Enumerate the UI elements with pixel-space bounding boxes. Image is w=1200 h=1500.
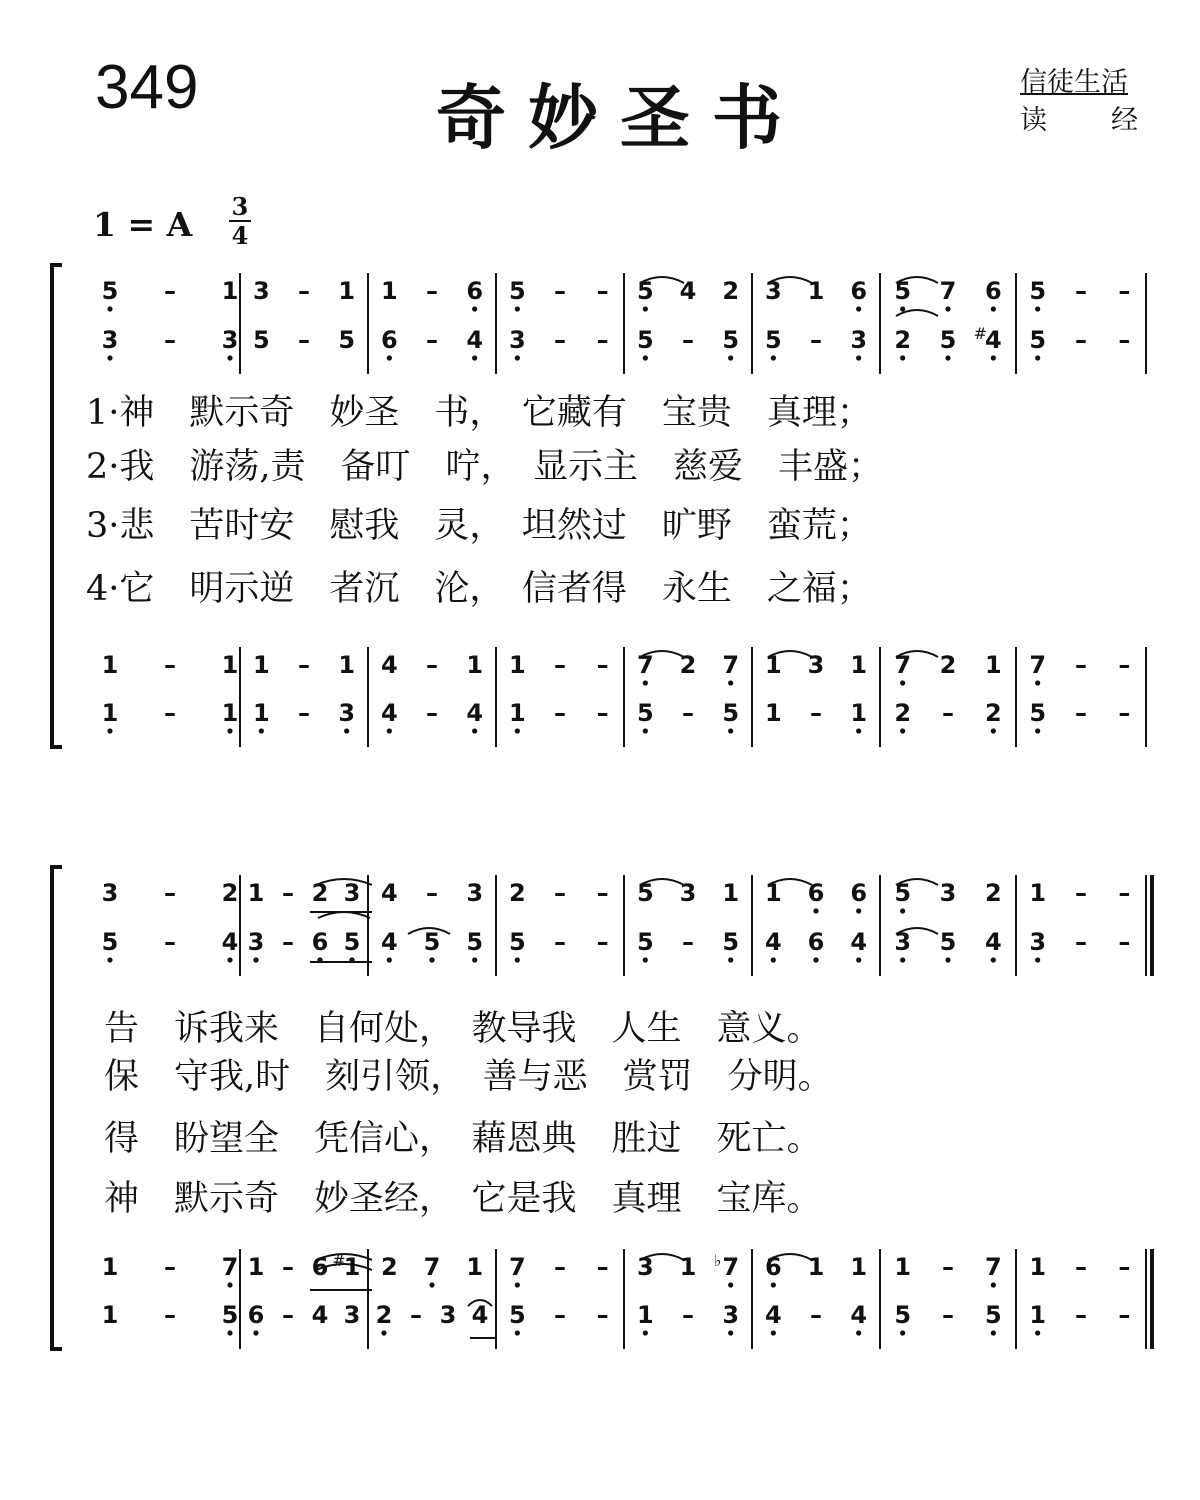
low-octave-dot [227,1330,232,1335]
accidental-sign: # [973,324,988,343]
dash-extension: – [554,1301,566,1329]
dash-extension: – [554,1253,566,1281]
low-octave-dot [387,355,392,360]
note-digit: 3 [939,879,957,907]
note-digit: 5 [636,326,654,354]
note-digit: 2 [984,699,1002,727]
low-octave-dot [227,728,232,733]
subcategory-char-2: 经 [1111,105,1138,136]
low-octave-dot [991,728,996,733]
system-2-lyric-verse-3: 得 盼望全 凭信心， 藉恩典 胜过 死亡。 [104,1119,822,1159]
dash-extension: – [298,699,310,727]
time-signature-top: 3 [231,192,249,221]
low-octave-dot [945,355,950,360]
low-octave-dot [515,1282,520,1287]
note-digit: 1 [850,651,868,679]
note-digit: 2 [939,651,957,679]
note-digit: 3 [252,277,270,305]
note-digit: 1 [101,1301,119,1329]
note-digit: 5 [1029,326,1047,354]
note-digit: 1 [252,699,270,727]
low-octave-dot [643,306,648,311]
dash-extension: – [298,277,310,305]
note-digit: 5 [1029,699,1047,727]
low-octave-dot [227,957,232,962]
low-octave-dot [900,1330,905,1335]
note-digit: 6 [764,1253,782,1281]
note-digit: 1 [466,1253,484,1281]
dash-extension: – [1075,699,1087,727]
dash-extension: – [554,879,566,907]
low-octave-dot [728,355,733,360]
note-digit: 2 [508,879,526,907]
note-digit: 4 [221,928,239,956]
note-digit: 6 [380,326,398,354]
dash-extension: – [554,326,566,354]
low-octave-dot [472,355,477,360]
note-digit: 7 [221,1253,239,1281]
low-octave-dot [813,908,818,913]
note-digit: 1 [850,1253,868,1281]
dash-extension: – [554,699,566,727]
low-octave-dot [1035,306,1040,311]
note-digit: 5 [508,1301,526,1329]
note-digit: 1 [1029,879,1047,907]
note-digit: 7 [722,1253,740,1281]
dash-extension: – [596,326,609,354]
low-octave-dot [856,1330,861,1335]
note-digit: 1 [984,651,1002,679]
note-digit: 1 [101,651,119,679]
note-digit: 5 [508,928,526,956]
note-digit: 5 [894,879,912,907]
dash-extension: – [1075,1301,1087,1329]
note-digit: 4 [466,699,484,727]
dash-extension: – [164,651,176,679]
note-digit: 5 [636,699,654,727]
dash-extension: – [596,651,609,679]
note-digit: 4 [984,326,1002,354]
note-digit: 5 [508,277,526,305]
note-digit: 1 [338,277,356,305]
note-digit: 3 [466,879,484,907]
low-octave-dot [991,957,996,962]
dash-extension: – [682,699,694,727]
low-octave-dot [900,680,905,685]
note-digit: 4 [311,1301,329,1329]
dash-extension: – [554,651,566,679]
low-octave-dot [728,957,733,962]
note-digit: 3 [764,277,782,305]
low-octave-dot [856,957,861,962]
note-digit: 4 [380,699,398,727]
low-octave-dot [344,728,349,733]
note-digit: 4 [380,928,398,956]
low-octave-dot [387,957,392,962]
note-digit: 5 [636,928,654,956]
note-digit: 2 [679,651,697,679]
low-octave-dot [107,728,112,733]
note-digit: 3 [221,326,239,354]
note-digit: 3 [101,879,119,907]
dash-extension: – [1075,928,1087,956]
low-octave-dot [107,355,112,360]
note-digit: 3 [807,651,825,679]
dash-extension: – [1118,1301,1131,1329]
dash-extension: – [1118,879,1131,907]
note-digit: 5 [221,1301,239,1329]
dash-extension: – [282,879,294,907]
low-octave-dot [515,1330,520,1335]
note-digit: 1 [221,699,239,727]
low-octave-dot [728,1330,733,1335]
note-digit: 1 [247,1253,265,1281]
low-octave-dot [643,355,648,360]
note-digit: 5 [636,879,654,907]
system-1-lyric-verse-4: 4·它 明示逆 者沉 沦， 信者得 永生 之福； [86,569,872,609]
dash-extension: – [1075,1253,1087,1281]
note-digit: 3 [338,699,356,727]
system-1-lyric-verse-2: 2·我 游荡,责 备叮 咛， 显示主 慈爱 丰盛； [86,447,884,487]
note-digit: 3 [439,1301,457,1329]
dash-extension: – [942,1301,954,1329]
note-digit: 1 [807,277,825,305]
dash-extension: – [298,326,310,354]
dash-extension: – [410,1301,422,1329]
note-digit: 1 [343,1253,361,1281]
low-octave-dot [253,1330,258,1335]
note-digit: 7 [894,651,912,679]
note-digit: 1 [679,1253,697,1281]
low-octave-dot [472,728,477,733]
dash-extension: – [426,326,438,354]
note-digit: 7 [636,651,654,679]
note-digit: 5 [722,928,740,956]
low-octave-dot [515,957,520,962]
low-octave-dot [991,355,996,360]
note-digit: 2 [375,1301,393,1329]
dash-extension: – [596,1253,609,1281]
note-digit: 4 [679,277,697,305]
note-digit: 1 [221,277,239,305]
low-octave-dot [991,306,996,311]
note-digit: 1 [338,651,356,679]
low-octave-dot [900,957,905,962]
low-octave-dot [429,1282,434,1287]
note-digit: 5 [101,277,119,305]
note-digit: 6 [311,928,329,956]
low-octave-dot [856,908,861,913]
note-digit: 4 [380,879,398,907]
note-digit: 1 [722,879,740,907]
dash-extension: – [596,879,609,907]
low-octave-dot [856,728,861,733]
low-octave-dot [472,957,477,962]
note-digit: 1 [764,651,782,679]
note-digit: 5 [894,277,912,305]
note-digit: 7 [722,651,740,679]
hymn-number: 349 [95,53,199,122]
note-digit: 3 [679,879,697,907]
note-digit: 3 [101,326,119,354]
low-octave-dot [515,306,520,311]
note-digit: 5 [636,277,654,305]
note-digit: 3 [1029,928,1047,956]
note-digit: 3 [636,1253,654,1281]
note-digit: 2 [380,1253,398,1281]
note-digit: 4 [471,1301,489,1329]
note-digit: 7 [508,1253,526,1281]
note-digit: 6 [850,879,868,907]
note-digit: 1 [252,651,270,679]
low-octave-dot [515,728,520,733]
note-digit: 5 [764,326,782,354]
dash-extension: – [426,699,438,727]
system-2-lyric-verse-4: 神 默示奇 妙圣经， 它是我 真理 宝库。 [104,1179,822,1219]
note-digit: 1 [221,651,239,679]
note-digit: 6 [984,277,1002,305]
low-octave-dot [900,355,905,360]
low-octave-dot [259,728,264,733]
system-1-lyric-verse-3: 3·悲 苦时安 慰我 灵， 坦然过 旷野 蛮荒； [86,506,872,546]
dash-extension: – [164,699,176,727]
note-digit: 5 [894,1301,912,1329]
accidental-sign: ♭ [713,1251,722,1270]
low-octave-dot [381,1330,386,1335]
note-digit: 7 [939,277,957,305]
low-octave-dot [1035,680,1040,685]
dash-extension: – [554,277,566,305]
dash-extension: – [682,1301,694,1329]
system-1-lyric-verse-1: 1·神 默示奇 妙圣 书， 它藏有 宝贵 真理； [86,393,872,433]
note-digit: 1 [247,879,265,907]
low-octave-dot [1035,1330,1040,1335]
time-signature-bottom: 4 [231,221,249,250]
note-digit: 3 [850,326,868,354]
low-octave-dot [1035,957,1040,962]
note-digit: 6 [807,879,825,907]
note-digit: 3 [508,326,526,354]
note-digit: 4 [984,928,1002,956]
page-title: 奇妙圣书 [436,77,804,159]
dash-extension: – [1118,928,1131,956]
note-digit: 5 [343,928,361,956]
low-octave-dot [856,355,861,360]
low-octave-dot [728,680,733,685]
dash-extension: – [596,928,609,956]
low-octave-dot [900,306,905,311]
low-octave-dot [900,728,905,733]
dash-extension: – [682,326,694,354]
dash-extension: – [596,699,609,727]
low-octave-dot [227,1282,232,1287]
note-digit: 3 [343,879,361,907]
dash-extension: – [810,326,822,354]
dash-extension: – [1075,277,1087,305]
dash-extension: – [426,651,438,679]
low-octave-dot [643,728,648,733]
note-digit: 2 [894,326,912,354]
system-2-bracket [52,867,62,1349]
dash-extension: – [1118,651,1131,679]
dash-extension: – [942,699,954,727]
system-1-bracket [52,265,62,747]
note-digit: 7 [984,1253,1002,1281]
low-octave-dot [107,306,112,311]
note-digit: 7 [1029,651,1047,679]
category-label: 信徒生活 [1020,67,1128,98]
dash-extension: – [1118,326,1131,354]
dash-extension: – [282,1253,294,1281]
dash-extension: – [164,277,176,305]
system-2-lyric-verse-2: 保 守我,时 刻引领， 善与恶 赏罚 分明。 [104,1057,833,1097]
dash-extension: – [682,928,694,956]
note-digit: 1 [894,1253,912,1281]
note-digit: 5 [722,699,740,727]
low-octave-dot [991,1282,996,1287]
note-digit: 5 [939,928,957,956]
note-digit: 2 [984,879,1002,907]
dash-extension: – [596,1301,609,1329]
note-digit: 1 [636,1301,654,1329]
dash-extension: – [426,277,438,305]
note-digit: 1 [508,699,526,727]
low-octave-dot [771,1330,776,1335]
note-digit: 5 [1029,277,1047,305]
note-digit: 7 [423,1253,441,1281]
system-2-lyric-verse-1: 告 诉我来 自何处， 教导我 人生 意义。 [104,1009,822,1049]
note-digit: 1 [466,651,484,679]
low-octave-dot [643,680,648,685]
note-digit: 4 [764,1301,782,1329]
low-octave-dot [991,1330,996,1335]
dash-extension: – [1075,651,1087,679]
note-digit: 1 [807,1253,825,1281]
dash-extension: – [164,326,176,354]
note-digit: 1 [101,699,119,727]
dash-extension: – [1075,326,1087,354]
note-digit: 2 [894,699,912,727]
dash-extension: – [426,879,438,907]
note-digit: 4 [764,928,782,956]
note-digit: 1 [380,277,398,305]
low-octave-dot [1035,355,1040,360]
note-digit: 2 [221,879,239,907]
note-digit: 6 [807,928,825,956]
dash-extension: – [1118,1253,1131,1281]
dash-extension: – [810,699,822,727]
dash-extension: – [810,1301,822,1329]
dash-extension: – [596,277,609,305]
note-digit: 5 [252,326,270,354]
note-digit: 1 [1029,1301,1047,1329]
note-digit: 2 [722,277,740,305]
note-digit: 4 [380,651,398,679]
low-octave-dot [771,355,776,360]
subcategory-char-1: 读 [1020,105,1047,136]
note-digit: 1 [850,699,868,727]
dash-extension: – [164,1253,176,1281]
low-octave-dot [227,355,232,360]
note-digit: 1 [764,879,782,907]
note-digit: 5 [984,1301,1002,1329]
note-digit: 1 [1029,1253,1047,1281]
note-digit: 1 [764,699,782,727]
note-digit: 4 [850,1301,868,1329]
note-digit: 4 [466,326,484,354]
low-octave-dot [107,957,112,962]
low-octave-dot [515,355,520,360]
dash-extension: – [164,928,176,956]
system-2-staff [52,867,1152,1349]
low-octave-dot [771,1282,776,1287]
note-digit: 5 [939,326,957,354]
dash-extension: – [1118,277,1131,305]
note-digit: 5 [338,326,356,354]
note-digit: 5 [101,928,119,956]
dash-extension: – [164,879,176,907]
low-octave-dot [643,957,648,962]
low-octave-dot [429,957,434,962]
low-octave-dot [813,957,818,962]
low-octave-dot [387,728,392,733]
note-digit: 3 [894,928,912,956]
low-octave-dot [728,728,733,733]
dash-extension: – [164,1301,176,1329]
note-digit: 5 [466,928,484,956]
dash-extension: – [554,928,566,956]
low-octave-dot [945,306,950,311]
note-digit: 6 [850,277,868,305]
note-digit: 3 [343,1301,361,1329]
low-octave-dot [945,957,950,962]
note-digit: 3 [722,1301,740,1329]
low-octave-dot [472,306,477,311]
note-digit: 5 [722,326,740,354]
low-octave-dot [728,1282,733,1287]
note-digit: 2 [311,879,329,907]
note-digit: 6 [466,277,484,305]
dash-extension: – [282,928,294,956]
note-digit: 6 [311,1253,329,1281]
note-digit: 6 [247,1301,265,1329]
low-octave-dot [771,957,776,962]
low-octave-dot [900,908,905,913]
dash-extension: – [282,1301,294,1329]
dash-extension: – [1118,699,1131,727]
low-octave-dot [1035,728,1040,733]
note-digit: 1 [101,1253,119,1281]
low-octave-dot [856,306,861,311]
note-digit: 4 [850,928,868,956]
accidental-sign: # [332,1251,346,1270]
dash-extension: – [942,1253,954,1281]
dash-extension: – [1075,879,1087,907]
low-octave-dot [643,1330,648,1335]
note-digit: 3 [247,928,265,956]
note-digit: 1 [508,651,526,679]
low-octave-dot [253,957,258,962]
note-digit: 5 [423,928,441,956]
dash-extension: – [298,651,310,679]
key-signature: 1 = A [93,205,193,244]
